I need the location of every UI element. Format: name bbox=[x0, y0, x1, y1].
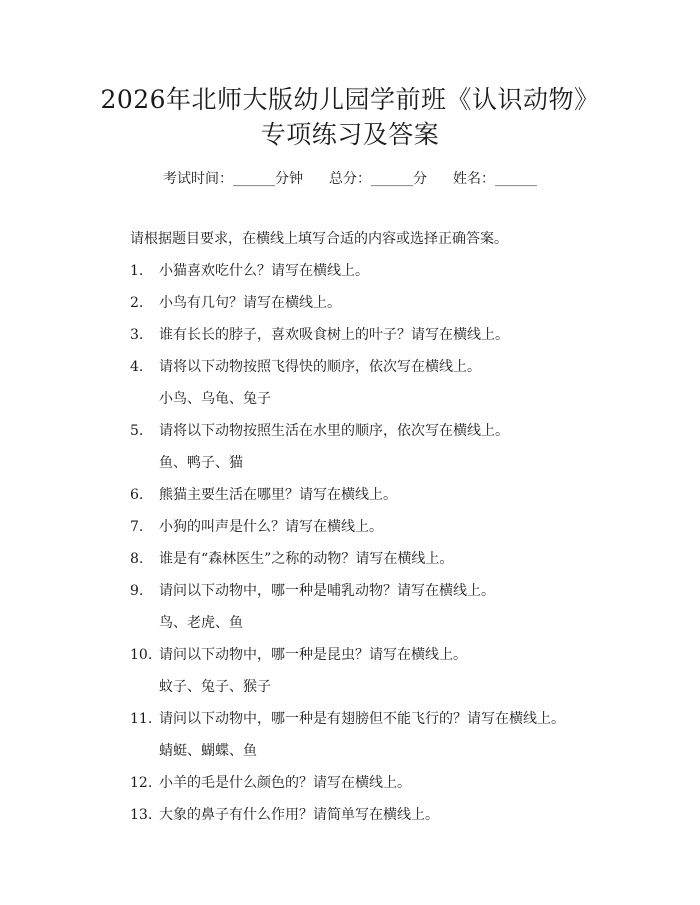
question-options: 鱼、鸭子、猫 bbox=[159, 455, 243, 471]
question-number: 5. bbox=[130, 423, 144, 439]
exam-meta bbox=[0, 169, 700, 189]
question-text: 谁有长长的脖子，喜欢吸食树上的叶子？请写在横线上。 bbox=[159, 327, 509, 343]
question-text: 请问以下动物中，哪一种是有翅膀但不能飞行的？请写在横线上。 bbox=[159, 711, 565, 727]
question-item bbox=[130, 485, 650, 517]
question-text: 小狗的叫声是什么？请写在横线上。 bbox=[159, 519, 383, 535]
question-item bbox=[130, 421, 650, 453]
question-item bbox=[130, 645, 650, 677]
question-options: 蚊子、兔子、猴子 bbox=[159, 679, 271, 695]
document-title-line-1: 2026年北师大版幼儿园学前班《认识动物》 bbox=[100, 85, 600, 114]
question-list bbox=[130, 261, 650, 837]
question-item bbox=[130, 581, 650, 613]
question-number: 3. bbox=[130, 327, 144, 343]
question-text: 小鸟有几句？请写在横线上。 bbox=[159, 295, 341, 311]
question-text: 小猫喜欢吃什么？请写在横线上。 bbox=[159, 263, 369, 279]
question-text: 请将以下动物按照飞得快的顺序，依次写在横线上。 bbox=[159, 359, 481, 375]
question-number: 1. bbox=[130, 263, 144, 279]
question-options: 小鸟、乌龟、兔子 bbox=[159, 391, 271, 407]
question-number: 13. bbox=[130, 807, 153, 823]
question-text: 请将以下动物按照生活在水里的顺序，依次写在横线上。 bbox=[159, 423, 509, 439]
question-text: 大象的鼻子有什么作用？请简单写在横线上。 bbox=[159, 807, 439, 823]
question-number: 7. bbox=[130, 519, 144, 535]
question-item bbox=[130, 805, 650, 837]
question-number: 12. bbox=[130, 775, 153, 791]
question-item bbox=[130, 709, 650, 741]
exam-time-field: 考试时间：______分钟 bbox=[163, 171, 303, 187]
question-item bbox=[130, 549, 650, 581]
question-item bbox=[130, 325, 650, 357]
question-text: 熊猫主要生活在哪里？请写在横线上。 bbox=[159, 487, 397, 503]
question-item bbox=[130, 261, 650, 293]
question-text: 请问以下动物中，哪一种是昆虫？请写在横线上。 bbox=[159, 647, 467, 663]
question-item bbox=[130, 357, 650, 389]
question-number: 11. bbox=[130, 711, 153, 727]
question-options: 蜻蜓、蝴蝶、鱼 bbox=[159, 743, 257, 759]
document-title-line-2: 专项练习及答案 bbox=[260, 120, 440, 149]
question-number: 2. bbox=[130, 295, 144, 311]
question-number: 6. bbox=[130, 487, 144, 503]
question-item bbox=[130, 517, 650, 549]
question-number: 4. bbox=[130, 359, 144, 375]
name-field: 姓名：______ bbox=[453, 171, 537, 187]
question-text: 请问以下动物中，哪一种是哺乳动物？请写在横线上。 bbox=[159, 583, 495, 599]
question-text: 谁是有“森林医生”之称的动物？请写在横线上。 bbox=[159, 551, 454, 567]
instructions: 请根据题目要求，在横线上填写合适的内容或选择正确答案。 bbox=[130, 231, 508, 247]
question-number: 8. bbox=[130, 551, 144, 567]
total-score-field: 总分：______分 bbox=[329, 171, 427, 187]
question-number: 9. bbox=[130, 583, 144, 599]
question-item bbox=[130, 293, 650, 325]
question-options: 鸟、老虎、鱼 bbox=[159, 615, 243, 631]
question-number: 10. bbox=[130, 647, 153, 663]
question-text: 小羊的毛是什么颜色的？请写在横线上。 bbox=[159, 775, 411, 791]
question-item bbox=[130, 773, 650, 805]
